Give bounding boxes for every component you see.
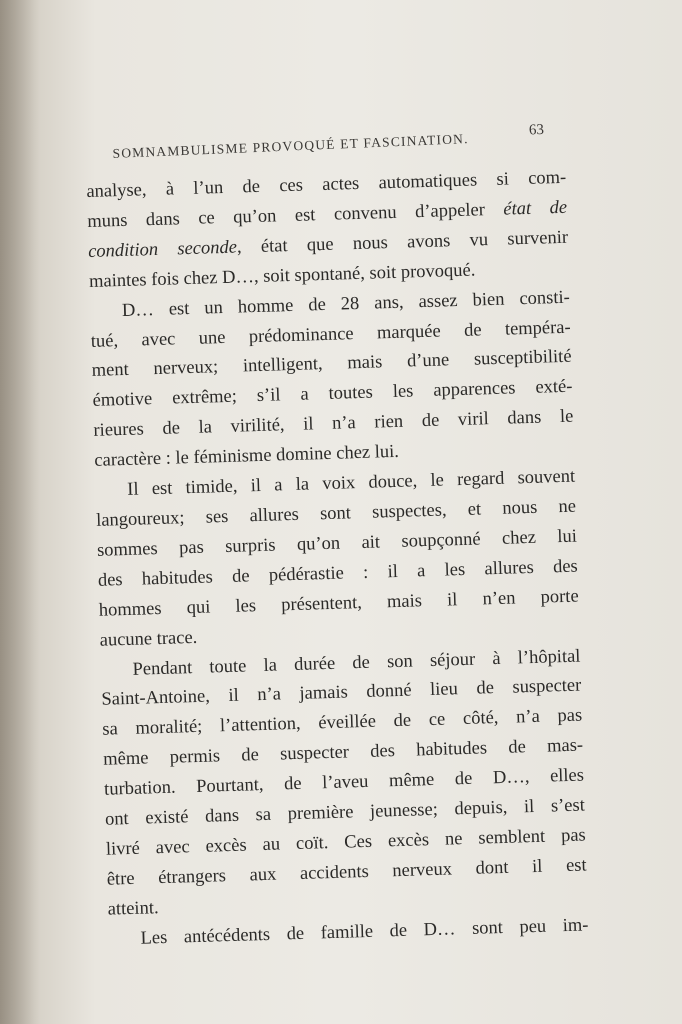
text-line: rieures de la virilité, il n’a rien de viril dans le: [93, 406, 574, 442]
text-line: Il est timide, il a la voix douce, le regard souvent: [126, 466, 576, 500]
text-line: Les antécédents de famille de D… sont peu im-: [140, 915, 589, 949]
text-line: être étrangers aux accidents nerveux dont il est: [106, 855, 587, 890]
text-line: caractère : le féminisme domine chez lui.: [94, 441, 400, 472]
text-line: Saint-Antoine, il n’a jamais donné lieu de suspecter: [101, 675, 582, 711]
text-line: même permis de suspecter des habitudes de mas-: [102, 735, 584, 770]
text-line: ment nerveux; intelligent, mais d’une susceptibilité: [91, 347, 572, 382]
text-line: muns dans ce qu’on est convenu d’appeler état de: [87, 197, 568, 232]
text-line: sa moralité; l’attention, éveillée de ce côté, n’a pas: [102, 705, 583, 741]
text-line: atteint.: [107, 897, 159, 920]
gutter-shadow: [0, 0, 40, 1024]
text-line: émotive extrême; s’il a toutes les apparences exté-: [92, 377, 573, 412]
running-head: [112, 122, 545, 168]
text-line: tué, avec une prédominance marquée de tempéra-: [90, 317, 571, 352]
text-line: hommes qui les présentent, mais il n’en porte: [98, 586, 579, 621]
italic-phrase: condition seconde: [87, 237, 238, 262]
text-line: ont existé dans sa première jeunesse; depuis, il s’est: [104, 795, 586, 830]
text-line: Pendant toute la durée de son séjour à l’hôpital: [132, 646, 581, 680]
text-line: maintes fois chez D…, soit spontané, soit provoqué.: [88, 260, 476, 292]
text-line: livré avec excès au coït. Ces excès ne semblent pas: [105, 825, 587, 860]
text-line: turbation. Pourtant, de l’aveu même de D…, elles: [103, 765, 585, 800]
text-line: D… est un homme de 28 ans, assez bien consti-: [121, 287, 571, 321]
text-line: condition seconde, état que nous avons vu survenir: [87, 227, 569, 262]
page-number: 63: [528, 121, 545, 139]
running-title: SOMNAMBULISME PROVOQUÉ ET FASCINATION.: [112, 131, 469, 161]
text-line: aucune trace.: [99, 627, 198, 651]
text-line: des habitudes de pédérastie : il a les allures des: [97, 556, 579, 591]
text-line: sommes pas surpris qu’on ait soupçonné chez lui: [96, 526, 578, 561]
text-line: analyse, à l’un de ces actes automatiques si com-: [86, 167, 567, 202]
text-line: langoureux; ses allures sont suspectes, et nous ne: [95, 496, 577, 531]
body-text: [86, 164, 589, 955]
italic-phrase: état de: [503, 197, 568, 220]
